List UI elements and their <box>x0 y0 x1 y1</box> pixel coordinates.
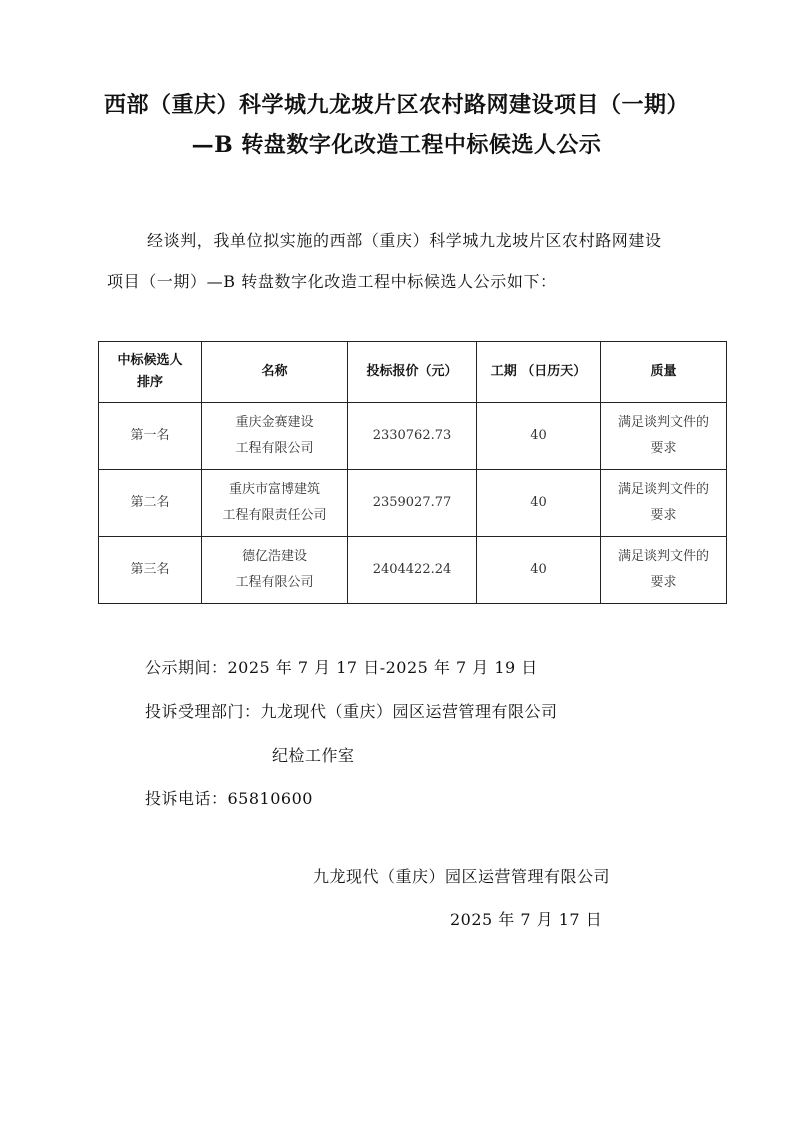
row-bid-price: 2404422.24 <box>348 537 477 604</box>
complaint-department: 投诉受理部门：九龙现代（重庆）园区运营管理有限公司 <box>145 702 558 721</box>
table-row <box>99 470 727 537</box>
document-title-line2: —B 转盘数字化改造工程中标候选人公示 <box>191 132 602 158</box>
row-period: 40 <box>477 403 601 470</box>
row-quality: 满足谈判文件的 要求 <box>601 537 727 604</box>
row-company-name: 重庆市富博建筑 工程有限责任公司 <box>202 470 348 537</box>
table-row <box>99 537 727 604</box>
row-rank: 第一名 <box>99 403 202 470</box>
row-company-name: 德亿浩建设 工程有限公司 <box>202 537 348 604</box>
row-quality: 满足谈判文件的 要求 <box>601 403 727 470</box>
header-price: 投标报价（元） <box>348 342 477 403</box>
intro-line2: 项目（一期）—B 转盘数字化改造工程中标候选人公示如下： <box>107 272 557 291</box>
row-rank: 第三名 <box>99 537 202 604</box>
row-company-name: 重庆金赛建设 工程有限公司 <box>202 403 348 470</box>
intro-paragraph <box>107 220 727 302</box>
table-row <box>99 403 727 470</box>
complaint-department-office: 纪检工作室 <box>272 746 355 765</box>
header-period: 工期 （日历天） <box>477 342 601 403</box>
signature-organization: 九龙现代（重庆）园区运营管理有限公司 <box>313 867 611 886</box>
row-period: 40 <box>477 537 601 604</box>
row-bid-price: 2330762.73 <box>348 403 477 470</box>
row-quality: 满足谈判文件的 要求 <box>601 470 727 537</box>
notice-period: 公示期间：2025 年 7 月 17 日-2025 年 7 月 19 日 <box>145 658 538 677</box>
table-header-row <box>99 342 727 403</box>
header-name: 名称 <box>202 342 348 403</box>
row-bid-price: 2359027.77 <box>348 470 477 537</box>
row-rank: 第二名 <box>99 470 202 537</box>
row-period: 40 <box>477 470 601 537</box>
header-rank: 中标候选人 排序 <box>99 342 202 403</box>
header-quality: 质量 <box>601 342 727 403</box>
intro-line1: 经谈判，我单位拟实施的西部（重庆）科学城九龙坡片区农村路网建设 <box>147 231 662 250</box>
signature-date: 2025 年 7 月 17 日 <box>450 910 603 929</box>
complaint-phone: 投诉电话：65810600 <box>145 789 313 808</box>
candidates-table <box>98 341 727 604</box>
document-title-line1: 西部（重庆）科学城九龙坡片区农村路网建设项目（一期） <box>103 92 689 118</box>
